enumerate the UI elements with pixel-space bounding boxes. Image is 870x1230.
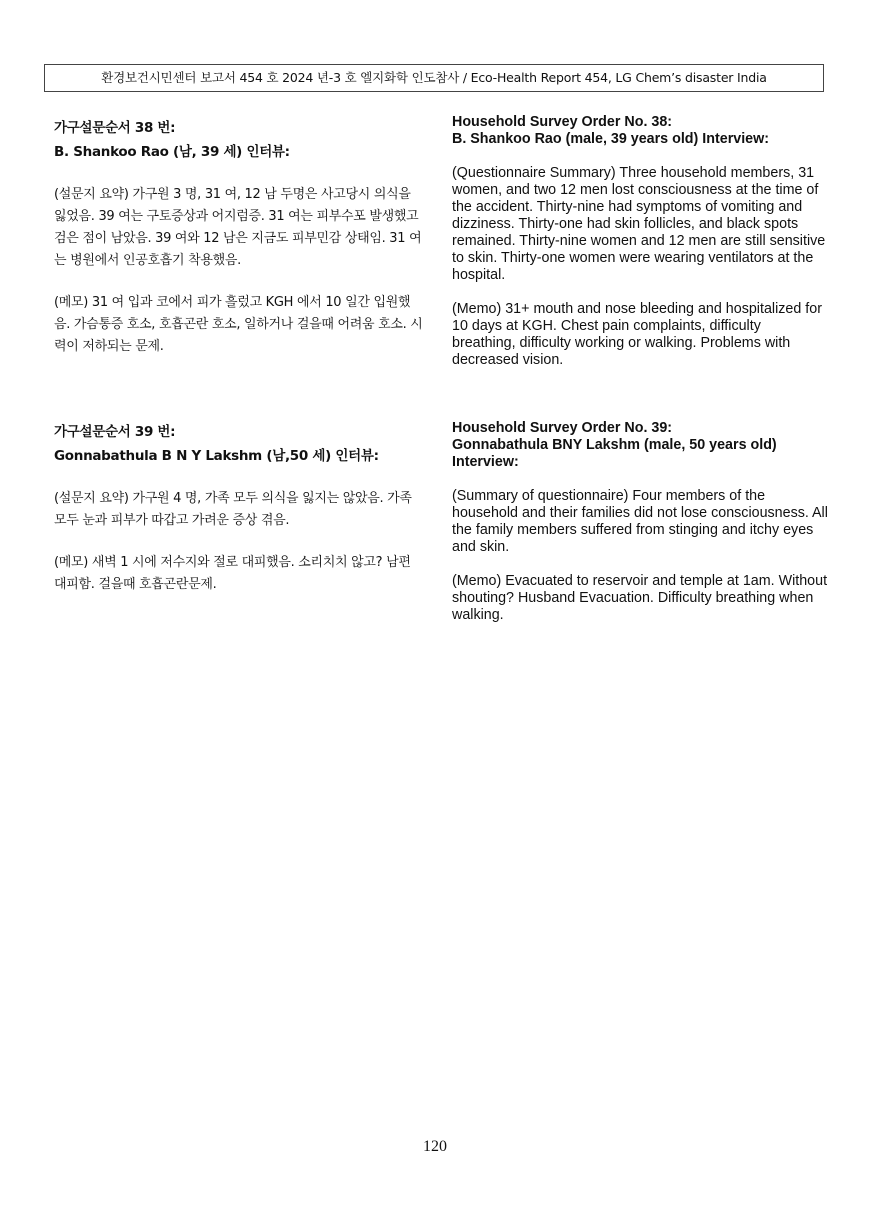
entry-38-english-title-line2: B. Shankoo Rao (male, 39 years old) Interview: xyxy=(452,131,770,147)
entry-39-korean-summary: (설문지 요약) 가구원 4 명, 가족 모두 의식을 잃지는 않았음. 가족 모두 눈과 피부가 따갑고 가려운 증상 겪음. xyxy=(54,491,412,528)
entry-38-english-memo: (Memo) 31+ mouth and nose bleeding and hospitalized for 10 days at KGH. Chest pain complaints, difficulty breathing, difficulty working or walking. Problems with decreased vision. xyxy=(452,301,822,368)
entry-38-english-summary: (Questionnaire Summary) Three household members, 31 women, and two 12 men lost consciousness at the time of the accident. Thirty-nine had symptoms of vomiting and dizziness. Thirty-one had skin follicles, and black spots remained. Thirty-nine women and 12 men are still sensitive to skin. Thirty-one women were wearing ventilators at the hospital. xyxy=(452,165,826,283)
entry-38-english-title-line1: Household Survey Order No. 38: xyxy=(452,114,673,130)
entry-39-korean xyxy=(54,420,426,596)
entry-39-english-memo: (Memo) Evacuated to reservoir and temple at 1am. Without shouting? Husband Evacuation. Difficulty breathing when walking. xyxy=(452,573,828,623)
entry-38-korean xyxy=(54,116,426,358)
entry-38-korean-summary: (설문지 요약) 가구원 3 명, 31 여, 12 남 두명은 사고당시 의식을 잃었음. 39 여는 구토증상과 어지럼증. 31 여는 피부수포 발생했고 검은 점이 남았음. 39 여와 12 남은 지금도 피부민감 상태임. 31 여는 병원에서 인공호흡기 착용했음. xyxy=(54,187,422,268)
entry-38-english xyxy=(452,114,828,369)
entry-38-korean-title xyxy=(54,116,426,164)
report-header: 환경보건시민센터 보고서 454 호 2024 년-3 호 엘지화학 인도참사 / Eco-Health Report 454, LG Chem’s disaster India xyxy=(44,64,824,92)
entry-38-korean-title-line1: 가구설문순서 38 번: xyxy=(54,120,176,136)
entry-39-english-title-line2: Gonnabathula BNY Lakshm (male, 50 years old) Interview: xyxy=(452,437,777,470)
entry-38-korean-title-line2: B. Shankoo Rao (남, 39 세) 인터뷰: xyxy=(54,144,290,160)
entry-39-english xyxy=(452,420,828,624)
entry-38-english-title xyxy=(452,114,828,148)
entry-39-english-title-line1: Household Survey Order No. 39: xyxy=(452,420,673,436)
entry-39-english-summary: (Summary of questionnaire) Four members of the household and their families did not lose consciousness. All the family members suffered from stinging and itchy eyes and skin. xyxy=(452,488,828,555)
entry-38-korean-memo: (메모) 31 여 입과 코에서 피가 흘렀고 KGH 에서 10 일간 입원했음. 가슴통증 호소, 호흡곤란 호소, 일하거나 걸을때 어려움 호소. 시력이 저하되는 문제. xyxy=(54,295,423,354)
entry-39-korean-memo: (메모) 새벽 1 시에 저수지와 절로 대피했음. 소리치치 않고? 남편 대피함. 걸을때 호흡곤란문제. xyxy=(54,555,411,592)
entry-39-korean-title xyxy=(54,420,426,468)
page-number: 120 xyxy=(423,1138,447,1155)
entry-39-korean-title-line2: Gonnabathula B N Y Lakshm (남,50 세) 인터뷰: xyxy=(54,448,379,464)
entry-39-english-title xyxy=(452,420,828,471)
entry-39-korean-title-line1: 가구설문순서 39 번: xyxy=(54,424,176,440)
